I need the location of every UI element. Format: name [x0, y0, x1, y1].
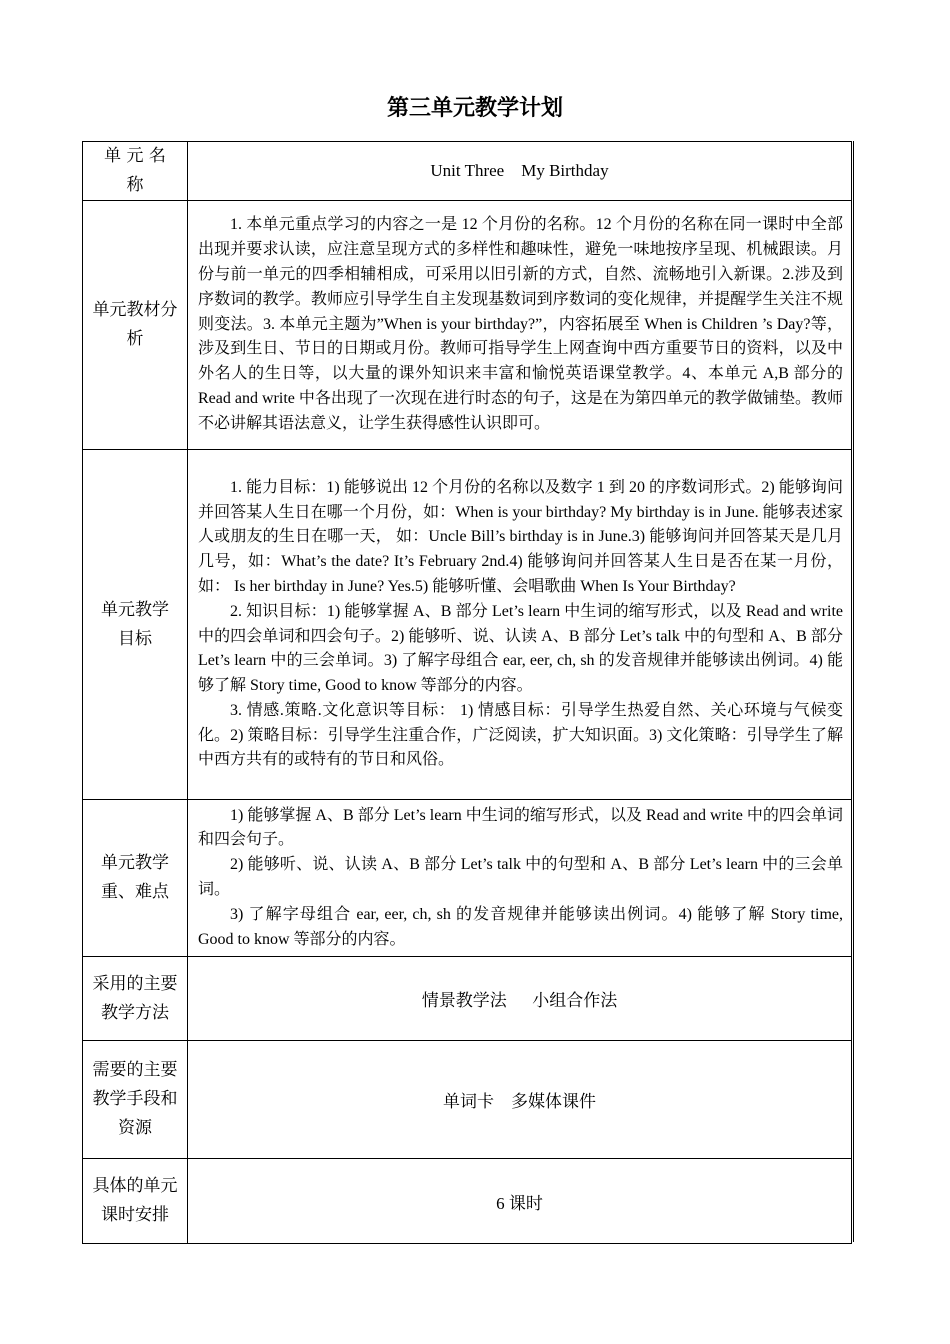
- unit-plan-table: [82, 141, 852, 1244]
- ability-goals-text: 1. 能力目标：1) 能够说出 12 个月份的名称以及数字 1 到 20 的序数词形式。2) 能够询问并回答某人生日在哪一个月份，如：When is your birthday? My birthday is in June. 能够表述家人或朋友的生日在哪一天， 如：Uncle Bill’s birthday is in June.3) 能够询问并回答某天是几月几号，如：What’s the date? It’s February 2nd.4) 能够询问并回答某人生日是否在某一月份， 如： Is her birthday in June? Yes.5) 能够听懂、会唱歌曲 When Is Your Birthday?: [198, 478, 843, 595]
- table-row: [83, 450, 852, 800]
- key-point-3-text: 3) 了解字母组合 ear, eer, ch, sh 的发音规律并能够读出例词。4) 能够了解 Story time, Good to know 等部分的内容。: [198, 905, 843, 948]
- page-title: 第三单元教学计划: [386, 96, 563, 121]
- resources-value: 单词卡 多媒体课件: [188, 1041, 852, 1159]
- resources-label: 需要的主要教学手段和资源: [83, 1041, 188, 1159]
- table-outer-border: [853, 141, 854, 1242]
- knowledge-goals-text: 2. 知识目标：1) 能够掌握 A、B 部分 Let’s learn 中生词的缩写形式，以及 Read and write 中的四会单词和四会句子。2) 能够听、说、认读 A、B 部分 Let’s talk 中的句型和 A、B 部分 Let’s learn 中的三会单词。3) 了解字母组合 ear, eer, ch, sh 的发音规律并能够读出例词。4) 能够了解 Story time, Good to know 等部分的内容。: [198, 602, 843, 695]
- table-row: [83, 1159, 852, 1244]
- methods-label: 采用的主要教学方法: [83, 957, 188, 1041]
- emotion-strategy-goals-text: 3. 情感.策略.文化意识等目标： 1) 情感目标：引导学生热爱自然、关心环境与气候变化。2) 策略目标：引导学生注重合作，广泛阅读，扩大知识面。3) 文化策略：引导学生了解中西方共有的或特有的节日和风俗。: [198, 701, 843, 769]
- key-point-1-text: 1) 能够掌握 A、B 部分 Let’s learn 中生词的缩写形式，以及 Read and write 中的四会单词和四会句子。: [198, 806, 843, 849]
- table-row: [83, 1041, 852, 1159]
- table-row: [83, 957, 852, 1041]
- teaching-goals-label: 单元教学目标: [83, 450, 188, 800]
- unit-name-value: Unit Three My Birthday: [188, 142, 852, 201]
- unit-name-label: 单 元 名 称: [83, 142, 188, 201]
- key-point-2-text: 2) 能够听、说、认读 A、B 部分 Let’s talk 中的句型和 A、B 部分 Let’s learn 中的三会单词。: [198, 856, 843, 898]
- key-points-label: 单元教学重、难点: [83, 800, 188, 957]
- table-row: [83, 800, 852, 957]
- methods-value: 情景教学法 小组合作法: [188, 957, 852, 1041]
- table-row: [83, 201, 852, 450]
- schedule-label: 具体的单元课时安排: [83, 1159, 188, 1244]
- material-analysis-label: 单元教材分析: [83, 201, 188, 450]
- schedule-value: 6 课时: [188, 1159, 852, 1244]
- table-row: [83, 142, 852, 201]
- material-analysis-text: 1. 本单元重点学习的内容之一是 12 个月份的名称。12 个月份的名称在同一课时中全部出现并要求认读，应注意呈现方式的多样性和趣味性，避免一味地按序呈现、机械跟读。月份与前一单元的四季相辅相成，可采用以旧引新的方式，自然、流畅地引入新课。2.涉及到序数词的教学。教师应引导学生自主发现基数词到序数词的变化规律，并提醒学生关注不规则变法。3. 本单元主题为”When is your birthday?”，内容拓展至 When is Children ’s Day?等，涉及到生日、节日的日期或月份。教师可指导学生上网查询中西方重要节日的资料，以及中外名人的生日等，以大量的课外知识来丰富和愉悦英语课堂教学。4、本单元 A,B 部分的 Read and write 中各出现了一次现在进行时态的句子，这是在为第四单元的教学做铺垫。教师不必讲解其语法意义，让学生获得感性认识即可。: [198, 216, 843, 432]
